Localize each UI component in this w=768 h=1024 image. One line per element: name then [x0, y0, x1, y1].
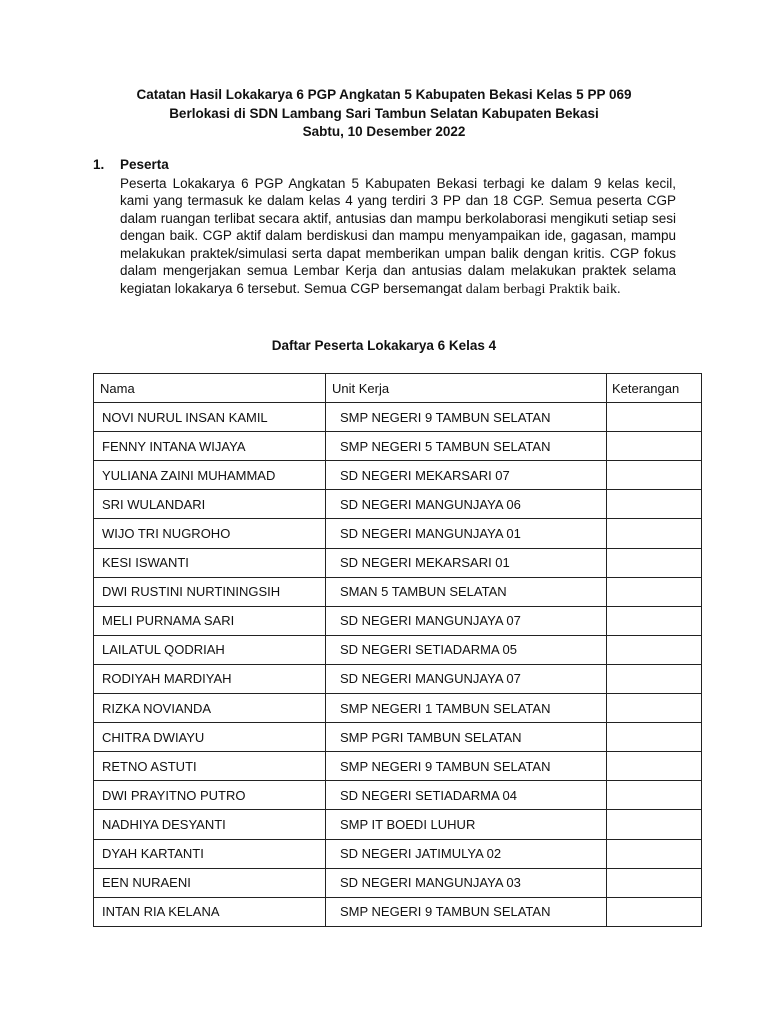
keterangan-cell — [607, 781, 702, 810]
section-peserta — [93, 156, 676, 299]
participant-name-cell: SRI WULANDARI — [94, 490, 326, 519]
document-date: Sabtu, 10 Desember 2022 — [302, 124, 466, 139]
section-title: Peserta — [120, 157, 169, 172]
document-header — [0, 86, 768, 142]
keterangan-cell — [607, 577, 702, 606]
keterangan-cell — [607, 810, 702, 839]
table-row — [94, 694, 702, 723]
unit-kerja-cell: SD NEGERI SETIADARMA 04 — [326, 781, 607, 810]
participant-name-cell: LAILATUL QODRIAH — [94, 635, 326, 664]
unit-kerja-cell: SD NEGERI MANGUNJAYA 06 — [326, 490, 607, 519]
unit-kerja-cell: SMP NEGERI 9 TAMBUN SELATAN — [326, 403, 607, 432]
keterangan-cell — [607, 490, 702, 519]
table-row — [94, 897, 702, 926]
document-title: Catatan Hasil Lokakarya 6 PGP Angkatan 5 Kabupaten Bekasi Kelas 5 PP 069 — [136, 87, 632, 102]
participant-name-cell: DWI PRAYITNO PUTRO — [94, 781, 326, 810]
participant-name-cell: EEN NURAENI — [94, 868, 326, 897]
participant-name-cell: CHITRA DWIAYU — [94, 723, 326, 752]
table-row — [94, 781, 702, 810]
table-row — [94, 752, 702, 781]
section-number: 1. — [93, 157, 105, 172]
paragraph-text-end: dalam berbagi Praktik baik. — [465, 282, 621, 298]
keterangan-cell — [607, 548, 702, 577]
participant-name-cell: YULIANA ZAINI MUHAMMAD — [94, 461, 326, 490]
keterangan-cell — [607, 868, 702, 897]
table-header-row — [94, 374, 702, 403]
unit-kerja-cell: SD NEGERI MANGUNJAYA 03 — [326, 868, 607, 897]
keterangan-cell — [607, 664, 702, 693]
table-body — [94, 403, 702, 927]
participant-name-cell: FENNY INTANA WIJAYA — [94, 432, 326, 461]
unit-kerja-cell: SMP IT BOEDI LUHUR — [326, 810, 607, 839]
unit-kerja-cell: SD NEGERI JATIMULYA 02 — [326, 839, 607, 868]
participant-name-cell: RIZKA NOVIANDA — [94, 694, 326, 723]
table-row — [94, 432, 702, 461]
unit-kerja-cell: SMP NEGERI 9 TAMBUN SELATAN — [326, 897, 607, 926]
table-row — [94, 839, 702, 868]
keterangan-cell — [607, 752, 702, 781]
table-row — [94, 519, 702, 548]
participant-name-cell: DYAH KARTANTI — [94, 839, 326, 868]
paragraph-text: Peserta Lokakarya 6 PGP Angkatan 5 Kabupaten Bekasi terbagi ke dalam 9 kelas kecil, kami yang termasuk ke dalam kelas 4 yang terdiri 3 PP dan 18 CGP. Semua peserta CGP dalam ruangan terlibat secara aktif, antusias dan mampu berkolaborasi mengikuti setiap sesi dengan baik. CGP aktif dalam berdiskusi dan mampu menyampaikan ide, gagasan, mampu melakukan praktek/simulasi serta dapat memberikan umpan balik dengan kritis. CGP fokus dalam mengerjakan semua Lembar Kerja dan antusias dalam melakukan praktek selama kegiatan lokakarya 6 tersebut. Semua CGP bersemangat — [120, 175, 676, 297]
keterangan-cell — [607, 839, 702, 868]
column-header-keterangan: Keterangan — [607, 374, 702, 403]
keterangan-cell — [607, 897, 702, 926]
keterangan-cell — [607, 403, 702, 432]
keterangan-cell — [607, 723, 702, 752]
participant-name-cell: MELI PURNAMA SARI — [94, 606, 326, 635]
participant-name-cell: WIJO TRI NUGROHO — [94, 519, 326, 548]
keterangan-cell — [607, 461, 702, 490]
participant-name-cell: NADHIYA DESYANTI — [94, 810, 326, 839]
column-header-nama: Nama — [94, 374, 326, 403]
unit-kerja-cell: SMP NEGERI 9 TAMBUN SELATAN — [326, 752, 607, 781]
table-row — [94, 664, 702, 693]
keterangan-cell — [607, 606, 702, 635]
table-row — [94, 403, 702, 432]
participant-name-cell: NOVI NURUL INSAN KAMIL — [94, 403, 326, 432]
section-paragraph — [120, 175, 676, 299]
unit-kerja-cell: SD NEGERI MANGUNJAYA 07 — [326, 606, 607, 635]
document-location: Berlokasi di SDN Lambang Sari Tambun Selatan Kabupaten Bekasi — [169, 105, 599, 121]
table-row — [94, 723, 702, 752]
participant-table — [93, 373, 702, 927]
table-row — [94, 490, 702, 519]
keterangan-cell — [607, 635, 702, 664]
unit-kerja-cell: SMP NEGERI 5 TAMBUN SELATAN — [326, 432, 607, 461]
table-row — [94, 461, 702, 490]
unit-kerja-cell: SD NEGERI MEKARSARI 01 — [326, 548, 607, 577]
table-row — [94, 635, 702, 664]
table-row — [94, 606, 702, 635]
keterangan-cell — [607, 694, 702, 723]
column-header-unit-kerja: Unit Kerja — [326, 374, 607, 403]
unit-kerja-cell: SD NEGERI MANGUNJAYA 07 — [326, 664, 607, 693]
table-row — [94, 577, 702, 606]
participant-name-cell: RETNO ASTUTI — [94, 752, 326, 781]
unit-kerja-cell: SD NEGERI MANGUNJAYA 01 — [326, 519, 607, 548]
keterangan-cell — [607, 432, 702, 461]
table-title: Daftar Peserta Lokakarya 6 Kelas 4 — [271, 338, 497, 353]
table-row — [94, 810, 702, 839]
unit-kerja-cell: SD NEGERI MEKARSARI 07 — [326, 461, 607, 490]
section-heading — [93, 156, 676, 174]
table-row — [94, 548, 702, 577]
unit-kerja-cell: SMP NEGERI 1 TAMBUN SELATAN — [326, 694, 607, 723]
unit-kerja-cell: SD NEGERI SETIADARMA 05 — [326, 635, 607, 664]
participant-name-cell: DWI RUSTINI NURTININGSIH — [94, 577, 326, 606]
participant-name-cell: KESI ISWANTI — [94, 548, 326, 577]
participant-name-cell: INTAN RIA KELANA — [94, 897, 326, 926]
unit-kerja-cell: SMAN 5 TAMBUN SELATAN — [326, 577, 607, 606]
unit-kerja-cell: SMP PGRI TAMBUN SELATAN — [326, 723, 607, 752]
keterangan-cell — [607, 519, 702, 548]
table-row — [94, 868, 702, 897]
participant-name-cell: RODIYAH MARDIYAH — [94, 664, 326, 693]
